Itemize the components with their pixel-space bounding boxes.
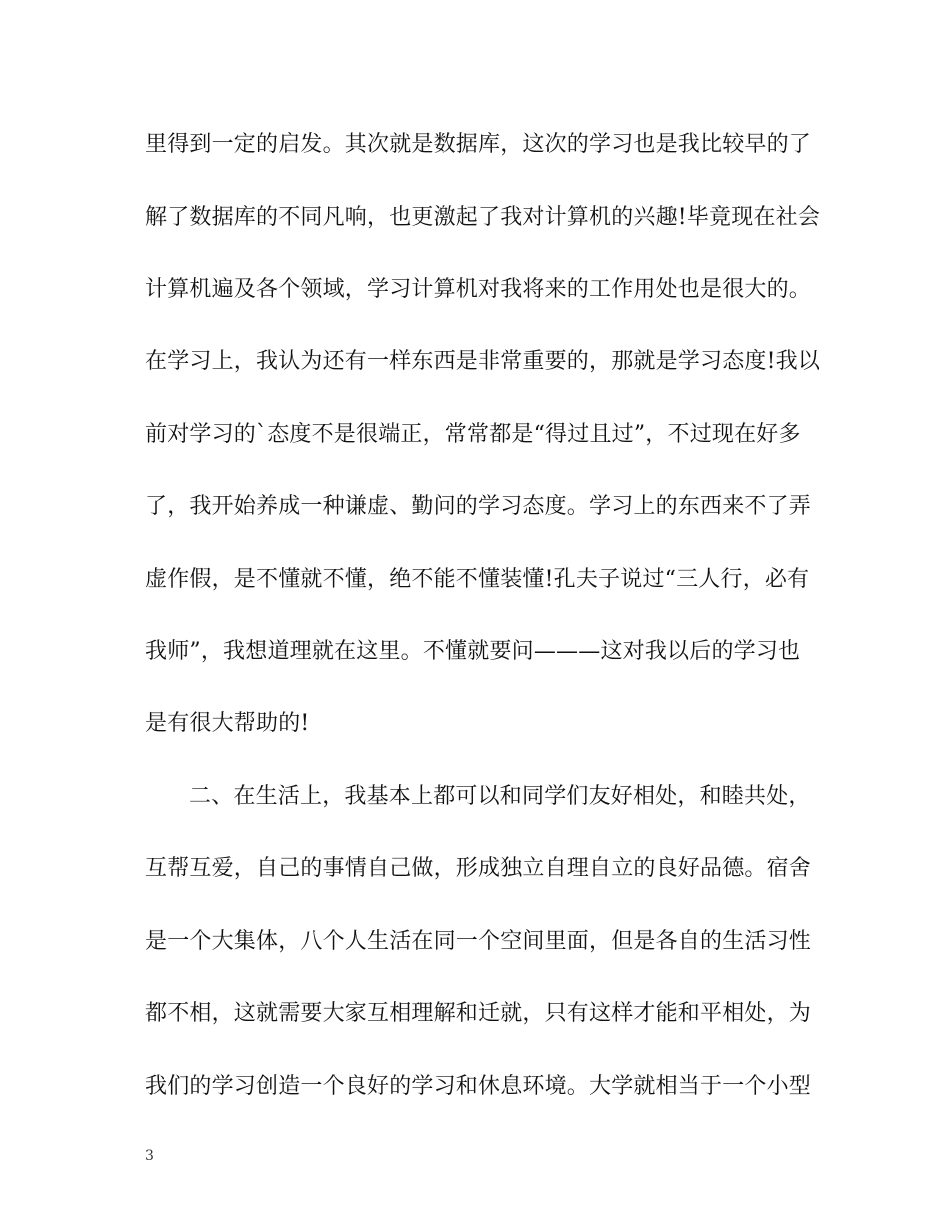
text-line-5: 前对学习的`态度不是很端正，常常都是“得过且过”，不过现在好多	[145, 422, 801, 447]
text-line-9: 是有很大帮助的!	[145, 711, 310, 736]
text-line-6: 了，我开始养成一种谦虚、勤问的学习态度。学习上的东西来不了弄	[145, 494, 812, 519]
text-line-7: 虚作假，是不懂就不懂，绝不能不懂装懂!孔夫子说过“三人行，必有	[145, 567, 810, 592]
page-number: 3	[145, 1148, 154, 1164]
text-line-8: 我师”，我想道理就在这里。不懂就要问———这对我以后的学习也	[145, 639, 801, 664]
paragraph-line-1-indented: 二、在生活上，我基本上都可以和同学们友好相处，和睦共处，	[189, 784, 811, 809]
text-line-11: 互帮互爱，自己的事情自己做，形成独立自理自立的良好品德。宿舍	[145, 856, 812, 881]
text-line-3: 计算机遍及各个领域，学习计算机对我将来的工作用处也是很大的。	[145, 277, 812, 302]
text-line-4: 在学习上，我认为还有一样东西是非常重要的，那就是学习态度!我以	[145, 349, 821, 374]
text-line-13: 都不相，这就需要大家互相理解和迁就，只有这样才能和平相处，为	[145, 1001, 812, 1026]
text-line-1: 里得到一定的启发。其次就是数据库，这次的学习也是我比较早的了	[145, 132, 812, 157]
text-line-12: 是一个大集体，八个人生活在同一个空间里面，但是各自的生活习性	[145, 929, 812, 954]
text-line-14: 我们的学习创造一个良好的学习和休息环境。大学就相当于一个小型	[145, 1074, 812, 1099]
text-line-2: 解了数据库的不同凡响，也更激起了我对计算机的兴趣!毕竟现在社会	[145, 205, 821, 230]
